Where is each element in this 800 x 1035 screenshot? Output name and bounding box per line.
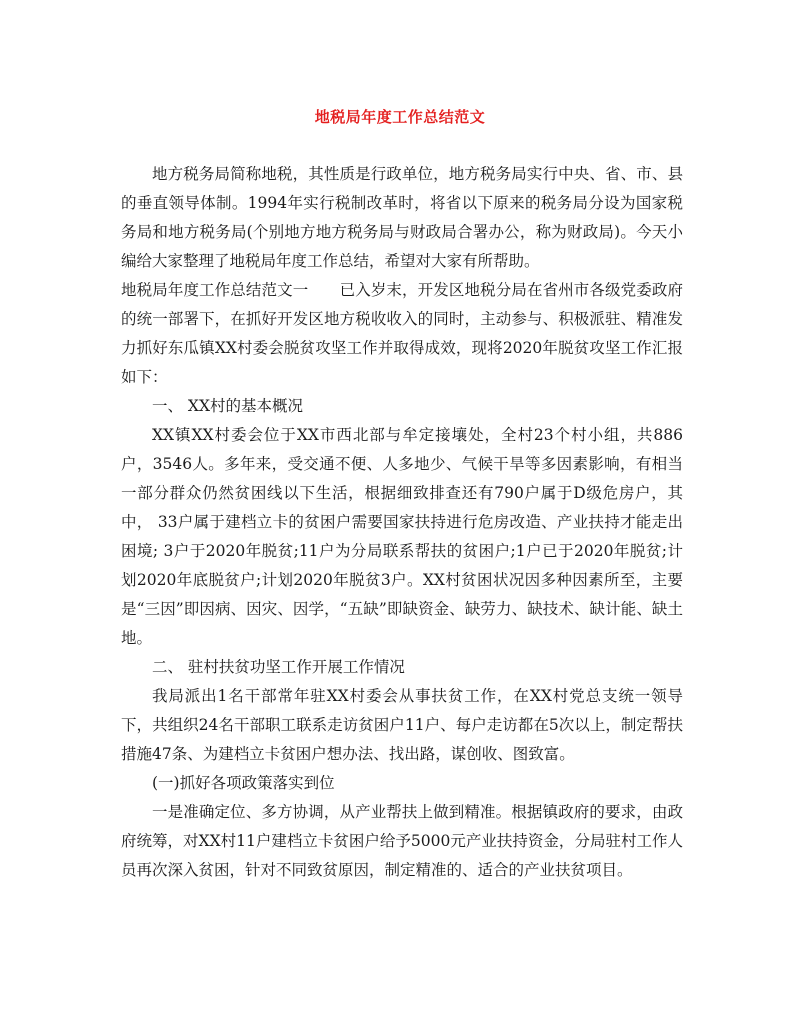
section-heading-1: 一、 XX村的基本概况 — [152, 397, 303, 415]
document-title: 地税局年度工作总结范文 — [314, 108, 486, 126]
section-heading-2: 二、 驻村扶贫功坚工作开展工作情况 — [152, 658, 405, 676]
subsection-heading-1: (一)抓好各项政策落实到位 — [152, 774, 335, 792]
paragraph-sample-one: 地税局年度工作总结范文一 已入岁末，开发区地税分局在省州市各级党委政府的统一部署下，在抓好开发区地方税收收入的同时，主动参与、积极派驻、精准发力抓好东瓜镇XX村委会脱贫攻坚工作并取得成效，现将2020年脱贫攻坚工作汇报如下： — [121, 281, 683, 386]
paragraph-work-situation: 我局派出1名干部常年驻XX村委会从事扶贫工作，在XX村党总支统一领导下，共组织24名干部职工联系走访贫困户11户、每户走访都在5次以上，制定帮扶措施47条、为建档立卡贫困户想办法、找出路，谋创收、图致富。 — [121, 687, 683, 763]
paragraph-intro: 地方税务局简称地税，其性质是行政单位，地方税务局实行中央、省、市、县的垂直领导体制。1994年实行税制改革时，将省以下原来的税务局分设为国家税务局和地方税务局(个别地方地方税务局与财政局合署办公，称为财政局)。今天小编给大家整理了地税局年度工作总结，希望对大家有所帮助。 — [121, 165, 683, 270]
document-body — [121, 160, 683, 885]
paragraph-village-overview: XX镇XX村委会位于XX市西北部与牟定接壤处，全村23个村小组，共886户，3546人。多年来，受交通不便、人多地少、气候干旱等多因素影响，有相当一部分群众仍然贫困线以下生活，根据细致排查还有790户属于D级危房户，其中， 33户属于建档立卡的贫困户需要国家扶持进行危房改造、产业扶持才能走出困境; 3户于2020年脱贫;11户为分局联系帮扶的贫困户;1户已于2020年脱贫;计划2020年底脱贫户;计划2020年脱贫3户。XX村贫困状况因多种因素所至，主要是“三因”即因病、因灾、因学，“五缺”即缺资金、缺劳力、缺技术、缺计能、缺土地。 — [121, 426, 683, 647]
paragraph-policy: 一是准确定位、多方协调，从产业帮扶上做到精准。根据镇政府的要求，由政府统筹，对XX村11户建档立卡贫困户给予5000元产业扶持资金，分局驻村工作人员再次深入贫困，针对不同致贫原因，制定精准的、适合的产业扶贫项目。 — [121, 803, 683, 879]
